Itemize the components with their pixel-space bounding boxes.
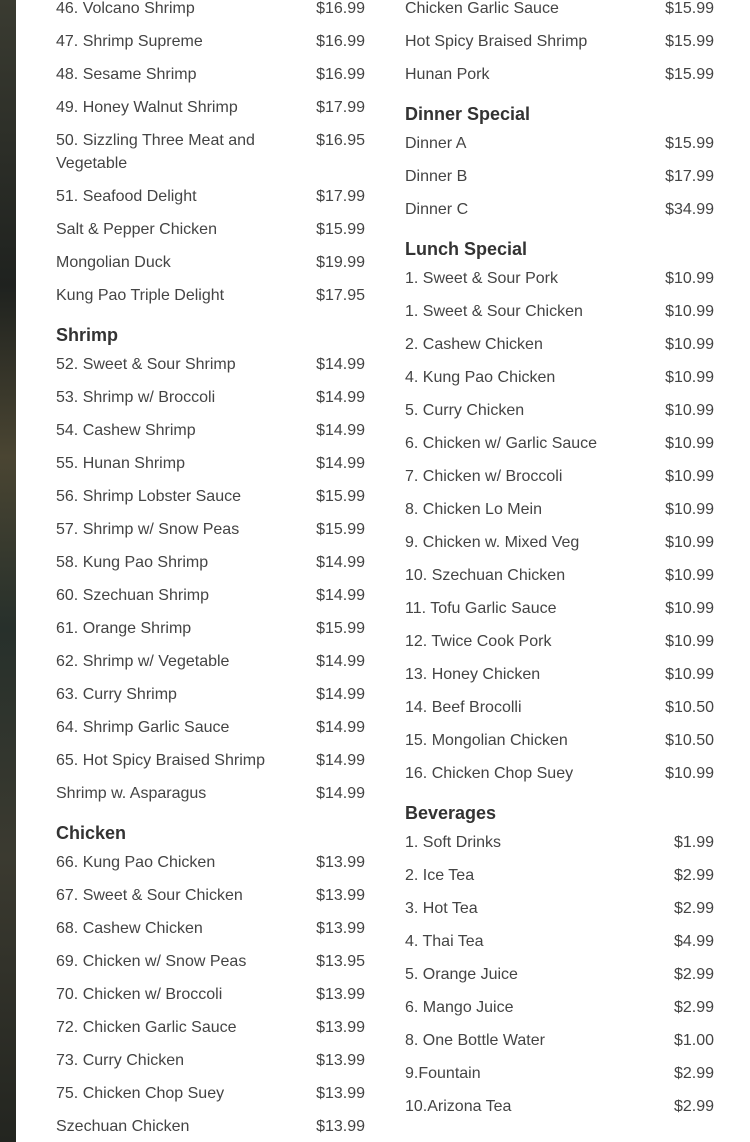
menu-item-price: $1.00 (673, 1032, 714, 1049)
menu-section-shrimp (56, 324, 365, 810)
menu-item (56, 1110, 365, 1142)
menu-item (405, 925, 714, 958)
menu-section (405, 0, 714, 91)
menu-item (405, 757, 714, 790)
menu-item-price: $10.99 (665, 270, 714, 287)
menu-item-name: Kung Pao Triple Delight (56, 287, 225, 304)
menu-item-name: 1. Sweet & Sour Pork (405, 270, 558, 287)
menu-item-name: Mongolian Duck (56, 254, 171, 271)
menu-item-name: 52. Sweet & Sour Shrimp (56, 356, 236, 373)
menu-item (56, 645, 365, 678)
menu-item (405, 25, 714, 58)
menu-item-price: $17.99 (665, 168, 714, 185)
menu-item-name: 5. Orange Juice (405, 966, 518, 983)
menu-item-price: $15.99 (665, 33, 714, 50)
menu-item-price: $13.99 (316, 986, 365, 1003)
menu-item-price: $14.99 (316, 785, 365, 802)
menu-item (405, 1057, 714, 1090)
menu-item (405, 427, 714, 460)
menu-item (56, 1011, 365, 1044)
menu-item (405, 724, 714, 757)
menu-item-price: $14.99 (316, 554, 365, 571)
menu-item-name: 14. Beef Brocolli (405, 699, 522, 716)
menu-item-name: Dinner B (405, 168, 468, 185)
menu-item-name: 75. Chicken Chop Suey (56, 1085, 225, 1102)
menu-item-price: $15.99 (316, 221, 365, 238)
menu-item-price: $2.99 (673, 867, 714, 884)
menu-item (56, 912, 365, 945)
menu-item-price: $10.99 (665, 402, 714, 419)
menu-item-name: 2. Cashew Chicken (405, 336, 543, 353)
menu-item (405, 859, 714, 892)
menu-item (56, 25, 365, 58)
menu-item-price: $14.99 (316, 719, 365, 736)
menu-item-name: 1. Soft Drinks (405, 834, 502, 851)
menu-item-price: $10.99 (665, 369, 714, 386)
menu-item (405, 295, 714, 328)
menu-item-price: $13.99 (316, 1019, 365, 1036)
menu-item-price: $4.99 (673, 933, 714, 950)
menu-item-price: $13.99 (316, 1052, 365, 1069)
menu-item (56, 777, 365, 810)
menu-item-name: 2. Ice Tea (405, 867, 475, 884)
menu-item (405, 127, 714, 160)
menu-item (56, 513, 365, 546)
menu-item (405, 658, 714, 691)
menu-item-price: $19.99 (316, 254, 365, 271)
menu-section-beverages (405, 802, 714, 1123)
menu-item (405, 460, 714, 493)
menu-item-name: 69. Chicken w/ Snow Peas (56, 953, 247, 970)
menu-item-price: $17.95 (316, 287, 365, 304)
menu-item-name: 10. Szechuan Chicken (405, 567, 566, 584)
menu-item-name: 49. Honey Walnut Shrimp (56, 99, 238, 116)
menu-item-name: 65. Hot Spicy Braised Shrimp (56, 752, 265, 769)
menu-item (56, 381, 365, 414)
menu-item-name: Hunan Pork (405, 66, 490, 83)
menu-item-name: 64. Shrimp Garlic Sauce (56, 719, 230, 736)
menu-item-price: $2.99 (673, 999, 714, 1016)
menu-item-price: $10.99 (665, 633, 714, 650)
menu-item-price: $14.99 (316, 356, 365, 373)
menu-item-name: 63. Curry Shrimp (56, 686, 177, 703)
menu-panel (16, 0, 750, 1142)
menu-item (56, 180, 365, 213)
menu-item-price: $10.99 (665, 468, 714, 485)
menu-item-price: $13.99 (316, 920, 365, 937)
menu-item (405, 1090, 714, 1123)
menu-item-name: 12. Twice Cook Pork (405, 633, 552, 650)
menu-item (56, 978, 365, 1011)
menu-item (56, 213, 365, 246)
menu-item-price: $2.99 (673, 1065, 714, 1082)
menu-item-name: 73. Curry Chicken (56, 1052, 185, 1069)
section-title: Dinner Special (405, 104, 531, 124)
menu-item (56, 1044, 365, 1077)
menu-item-price: $14.99 (316, 422, 365, 439)
menu-item (405, 625, 714, 658)
menu-item (56, 91, 365, 124)
menu-item (56, 846, 365, 879)
menu-item-name: 3. Hot Tea (405, 900, 478, 917)
menu-section (56, 0, 365, 312)
menu-item (405, 958, 714, 991)
menu-item-name: Dinner C (405, 201, 469, 218)
menu-item (405, 394, 714, 427)
menu-item-price: $13.99 (316, 887, 365, 904)
menu-item-name: Hot Spicy Braised Shrimp (405, 33, 588, 50)
menu-item-name: 4. Kung Pao Chicken (405, 369, 556, 386)
menu-item-price: $14.99 (316, 686, 365, 703)
menu-item (56, 480, 365, 513)
section-title: Chicken (56, 823, 127, 843)
menu-item (405, 58, 714, 91)
menu-item-name: 5. Curry Chicken (405, 402, 525, 419)
section-title: Lunch Special (405, 239, 528, 259)
menu-item-name: 50. Sizzling Three Meat and Vegetable (56, 132, 255, 172)
section-title: Beverages (405, 803, 497, 823)
menu-item-name: 10.Arizona Tea (405, 1098, 512, 1115)
menu-item-name: 51. Seafood Delight (56, 188, 197, 205)
menu-item-price: $2.99 (673, 900, 714, 917)
menu-item (56, 0, 365, 25)
menu-item-name: 54. Cashew Shrimp (56, 422, 196, 439)
menu-item (405, 0, 714, 25)
menu-item-name: Chicken Garlic Sauce (405, 0, 559, 17)
menu-item-name: Szechuan Chicken (56, 1118, 190, 1135)
menu-item-price: $10.99 (665, 666, 714, 683)
menu-item-price: $14.99 (316, 455, 365, 472)
menu-item-name: 72. Chicken Garlic Sauce (56, 1019, 237, 1036)
menu-item (56, 246, 365, 279)
menu-item (405, 826, 714, 859)
menu-item-name: 47. Shrimp Supreme (56, 33, 203, 50)
menu-item-name: 9. Chicken w. Mixed Veg (405, 534, 580, 551)
menu-item-price: $16.99 (316, 33, 365, 50)
menu-item-price: $17.99 (316, 99, 365, 116)
menu-item (405, 361, 714, 394)
menu-item (405, 328, 714, 361)
menu-item-name: 48. Sesame Shrimp (56, 66, 197, 83)
section-title: Shrimp (56, 325, 119, 345)
menu-item-price: $16.95 (316, 132, 365, 149)
menu-section-lunch-special (405, 238, 714, 790)
menu-item-name: Dinner A (405, 135, 467, 152)
menu-item-price: $13.99 (316, 1118, 365, 1135)
menu-item-name: 62. Shrimp w/ Vegetable (56, 653, 230, 670)
menu-item (405, 592, 714, 625)
menu-item-name: 1. Sweet & Sour Chicken (405, 303, 583, 320)
menu-item-price: $15.99 (316, 488, 365, 505)
menu-item-price: $1.99 (673, 834, 714, 851)
menu-item-name: 56. Shrimp Lobster Sauce (56, 488, 241, 505)
menu-item (56, 711, 365, 744)
menu-item-price: $14.99 (316, 587, 365, 604)
background-image-strip (0, 0, 16, 1142)
menu-item (56, 348, 365, 381)
menu-item (56, 879, 365, 912)
menu-item-price: $10.99 (665, 336, 714, 353)
menu-item-price: $13.99 (316, 854, 365, 871)
menu-item-name: 6. Chicken w/ Garlic Sauce (405, 435, 598, 452)
menu-item (56, 579, 365, 612)
menu-item-price: $14.99 (316, 653, 365, 670)
menu-item-price: $10.50 (665, 699, 714, 716)
menu-item-name: Shrimp w. Asparagus (56, 785, 207, 802)
menu-item-price: $10.99 (665, 534, 714, 551)
menu-section-chicken (56, 822, 365, 1142)
menu-item-name: 8. One Bottle Water (405, 1032, 545, 1049)
menu-item-price: $13.95 (316, 953, 365, 970)
menu-item-price: $10.99 (665, 567, 714, 584)
menu-item-name: 70. Chicken w/ Broccoli (56, 986, 223, 1003)
menu-item (405, 892, 714, 925)
menu-item (56, 546, 365, 579)
menu-item-name: 53. Shrimp w/ Broccoli (56, 389, 216, 406)
menu-item-name: 4. Thai Tea (405, 933, 484, 950)
menu-item-price: $34.99 (665, 201, 714, 218)
menu-item-name: 46. Volcano Shrimp (56, 0, 195, 17)
menu-item (56, 678, 365, 711)
menu-item-price: $15.99 (665, 66, 714, 83)
left-column (56, 0, 365, 1142)
menu-item (405, 691, 714, 724)
menu-item-price: $15.99 (316, 620, 365, 637)
menu-item-price: $15.99 (665, 0, 714, 17)
menu-item-price: $10.99 (665, 501, 714, 518)
menu-item-price: $13.99 (316, 1085, 365, 1102)
menu-item (405, 262, 714, 295)
menu-item-price: $2.99 (673, 966, 714, 983)
right-column (405, 0, 714, 1123)
menu-item (56, 414, 365, 447)
menu-item-price: $2.99 (673, 1098, 714, 1115)
menu-item-name: 11. Tofu Garlic Sauce (405, 600, 557, 617)
menu-item (405, 991, 714, 1024)
menu-item-name: 58. Kung Pao Shrimp (56, 554, 209, 571)
menu-item-price: $10.50 (665, 732, 714, 749)
menu-item-name: Salt & Pepper Chicken (56, 221, 217, 238)
menu-item-name: 9.Fountain (405, 1065, 481, 1082)
menu-item-name: 7. Chicken w/ Broccoli (405, 468, 563, 485)
menu-item-name: 55. Hunan Shrimp (56, 455, 185, 472)
menu-item-name: 15. Mongolian Chicken (405, 732, 568, 749)
menu-item-name: 8. Chicken Lo Mein (405, 501, 542, 518)
menu-item-name: 13. Honey Chicken (405, 666, 541, 683)
menu-item-name: 68. Cashew Chicken (56, 920, 203, 937)
menu-item (56, 612, 365, 645)
menu-item (56, 945, 365, 978)
menu-item (405, 193, 714, 226)
menu-item (405, 1024, 714, 1057)
menu-item-name: 61. Orange Shrimp (56, 620, 192, 637)
menu-item-name: 66. Kung Pao Chicken (56, 854, 216, 871)
menu-item (56, 279, 365, 312)
menu-item (56, 124, 365, 180)
menu-item (405, 559, 714, 592)
menu-item (56, 1077, 365, 1110)
menu-item (56, 58, 365, 91)
menu-item-name: 60. Szechuan Shrimp (56, 587, 209, 604)
menu-item-name: 67. Sweet & Sour Chicken (56, 887, 243, 904)
menu-item (405, 526, 714, 559)
menu-item-price: $14.99 (316, 752, 365, 769)
menu-item-price: $14.99 (316, 389, 365, 406)
menu-item (56, 744, 365, 777)
menu-item-price: $10.99 (665, 600, 714, 617)
menu-item-name: 57. Shrimp w/ Snow Peas (56, 521, 240, 538)
menu-item-price: $10.99 (665, 765, 714, 782)
menu-section-dinner-special (405, 103, 714, 226)
menu-item-price: $17.99 (316, 188, 365, 205)
menu-item-price: $10.99 (665, 303, 714, 320)
menu-item-price: $16.99 (316, 0, 365, 17)
menu-item-price: $16.99 (316, 66, 365, 83)
menu-item-name: 16. Chicken Chop Suey (405, 765, 574, 782)
menu-item-name: 6. Mango Juice (405, 999, 514, 1016)
menu-item (405, 493, 714, 526)
menu-item-price: $15.99 (665, 135, 714, 152)
menu-item (405, 160, 714, 193)
menu-item (56, 447, 365, 480)
menu-item-price: $10.99 (665, 435, 714, 452)
menu-item-price: $15.99 (316, 521, 365, 538)
